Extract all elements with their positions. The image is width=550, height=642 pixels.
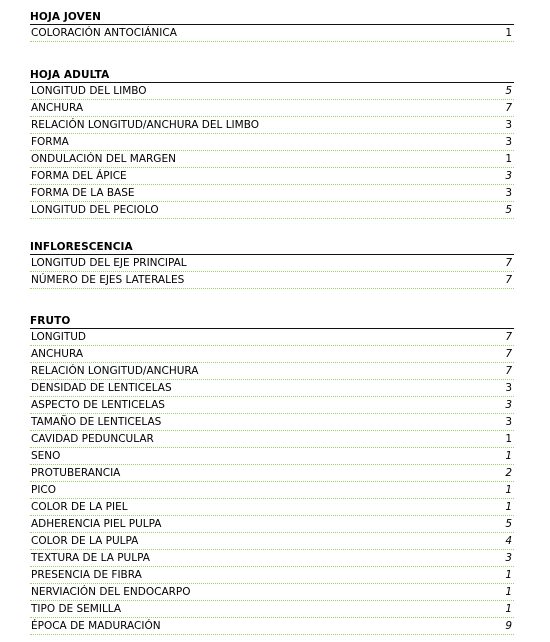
row-label: RELACIÓN LONGITUD/ANCHURA DEL LIMBO xyxy=(31,119,259,131)
row-value: 3 xyxy=(505,552,512,564)
row-value: 1 xyxy=(505,450,512,462)
row-label: DENSIDAD DE LENTICELAS xyxy=(31,382,172,394)
table-row xyxy=(30,567,514,584)
section-hoja-joven xyxy=(30,0,514,42)
row-value: 3 xyxy=(505,170,512,182)
table-row xyxy=(30,329,514,346)
row-label: LONGITUD DEL PECIOLO xyxy=(31,204,159,216)
table-row xyxy=(30,185,514,202)
row-value: 7 xyxy=(505,365,512,377)
section-inflorescencia xyxy=(30,230,514,289)
row-value: 1 xyxy=(505,603,512,615)
row-value: 1 xyxy=(505,501,512,513)
row-label: CAVIDAD PEDUNCULAR xyxy=(31,433,154,445)
table-row xyxy=(30,533,514,550)
row-value: 1 xyxy=(505,153,512,165)
table-row xyxy=(30,117,514,134)
row-label: COLORACIÓN ANTOCIÁNICA xyxy=(31,27,177,39)
row-value: 7 xyxy=(505,331,512,343)
row-list xyxy=(30,329,514,635)
table-row xyxy=(30,397,514,414)
row-value: 3 xyxy=(505,136,512,148)
row-value: 7 xyxy=(505,274,512,286)
table-row xyxy=(30,601,514,618)
row-value: 1 xyxy=(505,27,512,39)
row-value: 5 xyxy=(505,204,512,216)
table-row xyxy=(30,255,514,272)
row-value: 5 xyxy=(505,85,512,97)
row-label: ANCHURA xyxy=(31,102,84,114)
row-value: 1 xyxy=(505,586,512,598)
row-label: RELACIÓN LONGITUD/ANCHURA xyxy=(31,365,199,377)
section-hoja-adulta xyxy=(30,58,514,219)
row-value: 1 xyxy=(505,484,512,496)
row-label: FORMA xyxy=(31,136,69,148)
row-value: 3 xyxy=(505,399,512,411)
row-list xyxy=(30,83,514,219)
row-label: LONGITUD DEL EJE PRINCIPAL xyxy=(31,257,187,269)
table-row xyxy=(30,482,514,499)
section-fruto xyxy=(30,304,514,635)
row-label: ANCHURA xyxy=(31,348,84,360)
table-row xyxy=(30,414,514,431)
row-label: PICO xyxy=(31,484,57,496)
row-label: LONGITUD DEL LIMBO xyxy=(31,85,147,97)
table-row xyxy=(30,100,514,117)
row-list xyxy=(30,255,514,289)
row-label: NÚMERO DE EJES LATERALES xyxy=(31,274,185,286)
table-row xyxy=(30,380,514,397)
row-value: 1 xyxy=(505,433,512,445)
row-label: PROTUBERANCIA xyxy=(31,467,121,479)
table-row xyxy=(30,346,514,363)
table-row xyxy=(30,272,514,289)
row-label: ÉPOCA DE MADURACIÓN xyxy=(31,620,161,632)
row-label: NERVIACIÓN DEL ENDOCARPO xyxy=(31,586,191,598)
table-row xyxy=(30,516,514,533)
row-value: 3 xyxy=(505,382,512,394)
table-row xyxy=(30,584,514,601)
row-value: 3 xyxy=(505,119,512,131)
table-row xyxy=(30,151,514,168)
row-label: TIPO DE SEMILLA xyxy=(31,603,122,615)
row-label: ASPECTO DE LENTICELAS xyxy=(31,399,165,411)
row-value: 7 xyxy=(505,348,512,360)
row-value: 1 xyxy=(505,569,512,581)
row-label: LONGITUD xyxy=(31,331,87,343)
table-row xyxy=(30,499,514,516)
table-row xyxy=(30,448,514,465)
table-row xyxy=(30,431,514,448)
row-label: COLOR DE LA PULPA xyxy=(31,535,139,547)
table-row xyxy=(30,83,514,100)
section-title: HOJA JOVEN xyxy=(30,0,514,25)
row-label: FORMA DEL ÁPICE xyxy=(31,170,127,182)
table-row xyxy=(30,168,514,185)
row-value: 7 xyxy=(505,102,512,114)
row-label: TEXTURA DE LA PULPA xyxy=(31,552,150,564)
table-row xyxy=(30,134,514,151)
row-label: FORMA DE LA BASE xyxy=(31,187,135,199)
section-title: INFLORESCENCIA xyxy=(30,230,514,255)
table-row xyxy=(30,465,514,482)
row-label: ADHERENCIA PIEL PULPA xyxy=(31,518,162,530)
row-list xyxy=(30,25,514,42)
row-value: 9 xyxy=(505,620,512,632)
row-label: PRESENCIA DE FIBRA xyxy=(31,569,142,581)
table-row xyxy=(30,363,514,380)
table-row xyxy=(30,25,514,42)
table-row xyxy=(30,618,514,635)
row-value: 3 xyxy=(505,187,512,199)
row-label: SENO xyxy=(31,450,61,462)
row-label: COLOR DE LA PIEL xyxy=(31,501,128,513)
table-row xyxy=(30,202,514,219)
row-value: 4 xyxy=(505,535,512,547)
row-value: 7 xyxy=(505,257,512,269)
section-title: FRUTO xyxy=(30,304,514,329)
row-label: TAMAÑO DE LENTICELAS xyxy=(31,416,162,428)
section-title: HOJA ADULTA xyxy=(30,58,514,83)
row-value: 3 xyxy=(505,416,512,428)
row-label: ONDULACIÓN DEL MARGEN xyxy=(31,153,176,165)
table-row xyxy=(30,550,514,567)
row-value: 5 xyxy=(505,518,512,530)
descriptor-document xyxy=(30,0,514,635)
row-value: 2 xyxy=(505,467,512,479)
